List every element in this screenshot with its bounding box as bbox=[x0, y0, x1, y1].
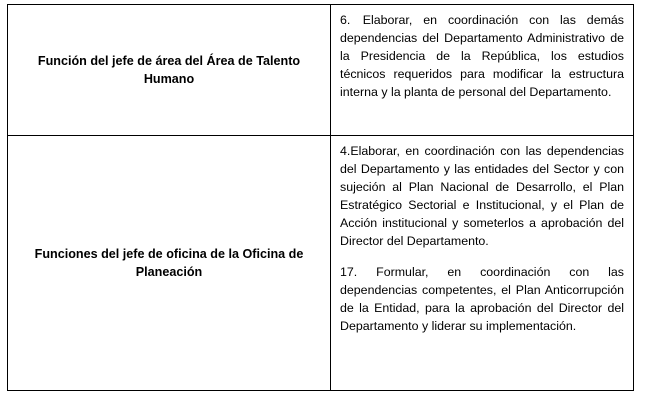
paragraph: 6. Elaborar, en coordinación con las demás dependencias del Departamento Administrativo de la Presidencia de la República, los estudios técnicos requeridos para modificar la estructura interna y la planta de personal del Departamento. bbox=[340, 13, 624, 99]
paragraph: 4.Elaborar, en coordinación con las dependencias del Departamento y las entidades del Sector y con sujeción al Plan Nacional de Desarrollo, el Plan Estratégico Sectorial e Institucional, y el Plan de Acción institucional y someterlos a aprobación del Director del Departamento. bbox=[340, 144, 624, 248]
functions-table bbox=[7, 4, 634, 391]
row-label-text: Función del jefe de área del Área de Talento Humano bbox=[37, 53, 301, 86]
table-body bbox=[8, 5, 634, 391]
row-label-text: Funciones del jefe de oficina de la Oficina de Planeación bbox=[34, 246, 304, 279]
row-content-body bbox=[331, 136, 633, 342]
row-content-body bbox=[331, 5, 633, 108]
paragraph: 17. Formular, en coordinación con las dependencias competentes, el Plan Anticorrupción de la Entidad, para la aprobación del Director del Departamento y liderar su implementación. bbox=[340, 264, 624, 333]
row-label-cell bbox=[8, 136, 331, 391]
row-content-cell bbox=[331, 5, 634, 136]
table-row bbox=[8, 136, 634, 391]
table-row bbox=[8, 5, 634, 136]
row-label-cell bbox=[8, 5, 331, 136]
row-content-cell bbox=[331, 136, 634, 391]
